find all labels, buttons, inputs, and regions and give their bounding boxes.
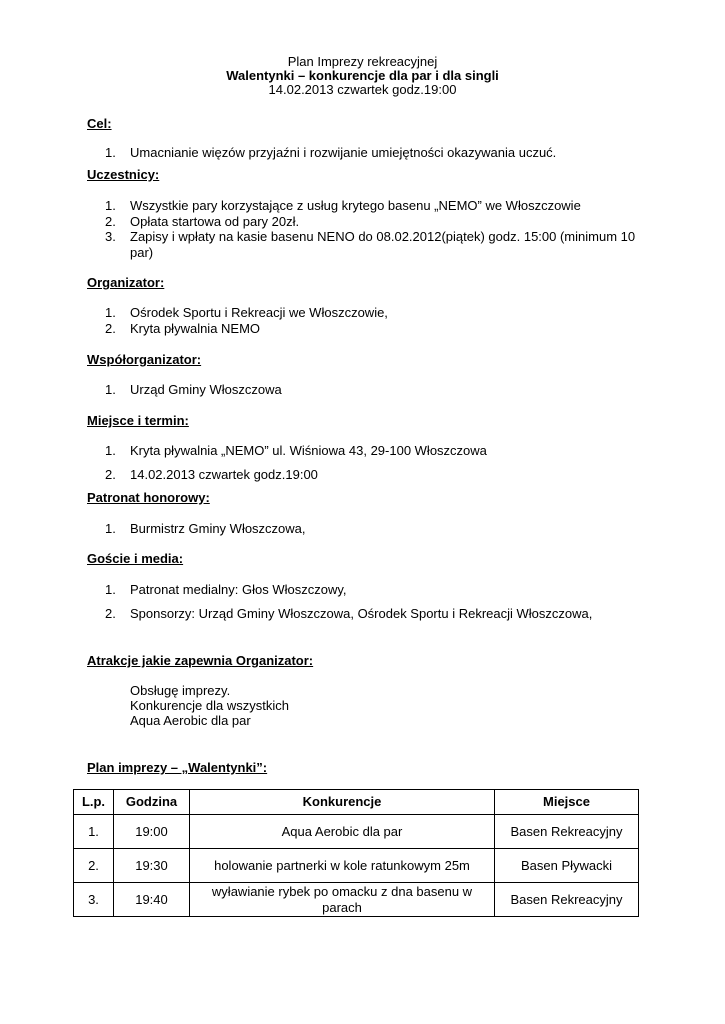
table-cell: 2. xyxy=(74,849,114,883)
list-text: Wszystkie pary korzystające z usług krytego basenu „NEMO” we Włoszczowie xyxy=(130,198,581,213)
heading-cel: Cel: xyxy=(87,116,112,131)
heading-organizator: Organizator: xyxy=(87,275,165,290)
heading-atrakcje: Atrakcje jakie zapewnia Organizator: xyxy=(87,653,314,668)
list-text: Kryta pływalnia „NEMO” ul. Wiśniowa 43, 29-100 Włoszczowa xyxy=(130,443,487,458)
document-title-line1: Plan Imprezy rekreacyjnej xyxy=(287,54,438,69)
list-number: 1. xyxy=(105,521,116,536)
heading-uczestnicy: Uczestnicy: xyxy=(87,167,160,182)
list-number: 2. xyxy=(105,606,116,621)
table-cell: Basen Rekreacyjny xyxy=(495,883,639,917)
document-title-line2: Walentynki – konkurencje dla par i dla singli xyxy=(226,68,499,83)
table-cell: 3. xyxy=(74,883,114,917)
list-number: 1. xyxy=(105,198,116,213)
list-text: Sponsorzy: Urząd Gminy Włoszczowa, Ośrodek Sportu i Rekreacji Włoszczowa, xyxy=(130,606,593,621)
heading-miejsce: Miejsce i termin: xyxy=(87,413,189,428)
list-text: 14.02.2013 czwartek godz.19:00 xyxy=(130,467,318,482)
heading-plan: Plan imprezy – „Walentynki”: xyxy=(87,760,268,775)
heading-wspolorganizator: Współorganizator: xyxy=(87,352,202,367)
list-text: Opłata startowa od pary 20zł. xyxy=(130,214,300,229)
attraction-item: Obsługę imprezy. xyxy=(130,683,231,698)
column-header: Miejsce xyxy=(495,790,639,815)
table-cell: Basen Rekreacyjny xyxy=(495,815,639,849)
table-header-row xyxy=(74,790,639,815)
list-number: 1. xyxy=(105,382,116,397)
list-number: 1. xyxy=(105,582,116,597)
table-cell: 19:00 xyxy=(114,815,190,849)
list-number: 1. xyxy=(105,443,116,458)
table-cell: Aqua Aerobic dla par xyxy=(190,815,495,849)
list-text: Zapisy i wpłaty na kasie basenu NENO do 08.02.2012(piątek) godz. 15:00 (minimum 10 par) xyxy=(130,229,636,260)
attraction-item: Konkurencje dla wszystkich xyxy=(130,698,289,713)
heading-goscie: Goście i media: xyxy=(87,551,184,566)
list-text: Ośrodek Sportu i Rekreacji we Włoszczowie, xyxy=(130,305,388,320)
table-cell: holowanie partnerki w kole ratunkowym 25m xyxy=(190,849,495,883)
table-cell: 19:30 xyxy=(114,849,190,883)
list-text: Kryta pływalnia NEMO xyxy=(130,321,261,336)
list-text: Umacnianie więzów przyjaźni i rozwijanie umiejętności okazywania uczuć. xyxy=(130,145,557,160)
list-text: Burmistrz Gminy Włoszczowa, xyxy=(130,521,306,536)
table-cell: 1. xyxy=(74,815,114,849)
heading-patronat: Patronat honorowy: xyxy=(87,490,210,505)
list-number: 2. xyxy=(105,321,116,336)
column-header: Konkurencje xyxy=(190,790,495,815)
list-number: 2. xyxy=(105,467,116,482)
attraction-item: Aqua Aerobic dla par xyxy=(130,713,251,728)
list-text: Urząd Gminy Włoszczowa xyxy=(130,382,282,397)
document-date-line: 14.02.2013 czwartek godz.19:00 xyxy=(268,82,457,97)
table-row xyxy=(74,883,639,917)
list-number: 2. xyxy=(105,214,116,229)
table-row xyxy=(74,815,639,849)
list-number: 1. xyxy=(105,145,116,160)
table-cell: Basen Pływacki xyxy=(495,849,639,883)
list-number: 1. xyxy=(105,305,116,320)
table-cell: 19:40 xyxy=(114,883,190,917)
column-header: Godzina xyxy=(114,790,190,815)
table-row xyxy=(74,849,639,883)
column-header: L.p. xyxy=(74,790,114,815)
list-number: 3. xyxy=(105,229,116,244)
list-text: Patronat medialny: Głos Włoszczowy, xyxy=(130,582,347,597)
schedule-table xyxy=(73,789,639,917)
table-cell: wyławianie rybek po omacku z dna basenu w parach xyxy=(190,883,495,917)
